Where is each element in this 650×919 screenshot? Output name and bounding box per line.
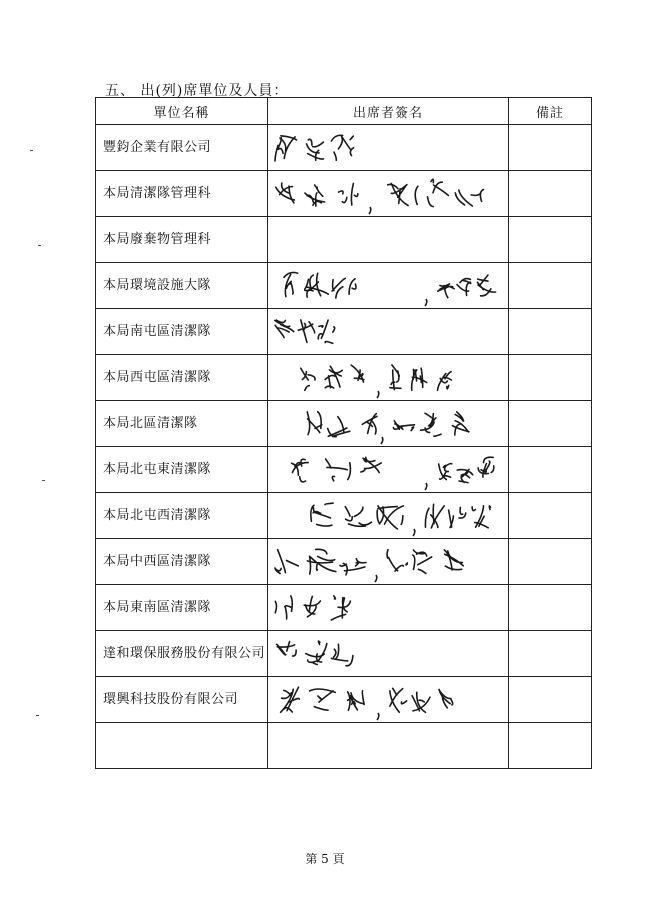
handwritten-signature — [301, 365, 364, 390]
remarks-cell — [509, 631, 592, 677]
handwritten-signature — [387, 550, 463, 574]
signature-image — [268, 585, 509, 631]
signature-image — [268, 217, 509, 263]
signature-image — [268, 401, 509, 447]
unit-name-cell: 本局北屯東清潔隊 — [96, 447, 268, 493]
remarks-cell — [509, 125, 592, 171]
scan-speck — [36, 715, 39, 716]
signature-cell — [268, 263, 509, 309]
remarks-cell — [509, 723, 592, 769]
table-row — [96, 263, 592, 309]
signature-image — [268, 171, 509, 217]
remarks-cell — [509, 217, 592, 263]
remarks-cell — [509, 677, 592, 723]
handwritten-signature — [276, 183, 358, 206]
signature-separator — [413, 529, 415, 536]
scan-speck — [30, 150, 33, 151]
section-heading: 五、 出(列)席單位及人員： — [105, 83, 289, 99]
handwritten-signature — [275, 549, 366, 575]
signature-cell — [268, 217, 509, 263]
signature-separator — [377, 391, 379, 398]
table-header-row — [96, 98, 592, 125]
handwritten-signature — [281, 687, 365, 712]
table-row — [96, 309, 592, 355]
signature-image — [268, 723, 509, 769]
signature-cell — [268, 677, 509, 723]
table-row — [96, 447, 592, 493]
handwritten-signature — [390, 688, 453, 712]
handwritten-signature — [275, 135, 354, 161]
signature-image — [268, 631, 509, 677]
unit-name-cell: 本局東南區清潔隊 — [96, 585, 268, 631]
table-row — [96, 585, 592, 631]
column-header-remarks: 備註 — [509, 98, 592, 125]
column-header-signature: 出席者簽名 — [268, 98, 509, 125]
unit-name-cell: 本局南屯區清潔隊 — [96, 309, 268, 355]
signature-cell — [268, 171, 509, 217]
signature-image — [268, 125, 509, 171]
handwritten-signature — [425, 504, 490, 528]
remarks-cell — [509, 355, 592, 401]
table-row — [96, 125, 592, 171]
signature-cell — [268, 723, 509, 769]
handwritten-signature — [307, 412, 377, 437]
table-row — [96, 217, 592, 263]
handwritten-signature — [388, 179, 484, 206]
signature-separator — [381, 437, 383, 444]
signature-cell — [268, 493, 509, 539]
signature-separator — [377, 713, 379, 720]
table-row — [96, 631, 592, 677]
signature-cell — [268, 631, 509, 677]
handwritten-signature — [390, 365, 452, 390]
table-row — [96, 493, 592, 539]
table-row — [96, 539, 592, 585]
signature-cell — [268, 125, 509, 171]
remarks-cell — [509, 585, 592, 631]
unit-name-cell: 本局廢棄物管理科 — [96, 217, 268, 263]
table-row — [96, 401, 592, 447]
signature-image — [268, 539, 509, 585]
remarks-cell — [509, 401, 592, 447]
remarks-cell — [509, 309, 592, 355]
signature-cell — [268, 585, 509, 631]
signature-image — [268, 355, 509, 401]
handwritten-signature — [284, 272, 356, 298]
signature-cell — [268, 355, 509, 401]
signature-separator — [375, 575, 377, 582]
signature-image — [268, 309, 509, 355]
scan-speck — [42, 480, 45, 481]
handwritten-signature — [311, 503, 403, 529]
handwritten-signature — [439, 457, 494, 482]
signature-cell — [268, 309, 509, 355]
unit-name-cell: 本局環境設施大隊 — [96, 263, 268, 309]
signature-image — [268, 263, 509, 309]
signature-separator — [369, 207, 371, 214]
table-row — [96, 677, 592, 723]
handwritten-signature — [275, 596, 350, 620]
unit-name-cell: 環興科技股份有限公司 — [96, 677, 268, 723]
signature-separator — [425, 483, 427, 490]
handwritten-signature — [276, 641, 353, 666]
unit-name-cell: 本局北屯西清潔隊 — [96, 493, 268, 539]
handwritten-signature — [393, 412, 469, 436]
table-row — [96, 355, 592, 401]
remarks-cell — [509, 447, 592, 493]
table-row — [96, 171, 592, 217]
handwritten-signature — [275, 320, 335, 344]
remarks-cell — [509, 263, 592, 309]
table-row — [96, 723, 592, 769]
remarks-cell — [509, 171, 592, 217]
scan-speck — [38, 245, 41, 246]
signature-separator — [425, 299, 427, 306]
unit-name-cell: 豐鈞企業有限公司 — [96, 125, 268, 171]
handwritten-signature — [438, 275, 496, 298]
signature-image — [268, 447, 509, 493]
unit-name-cell — [96, 723, 268, 769]
remarks-cell — [509, 493, 592, 539]
page-number: 第 5 頁 — [305, 852, 345, 866]
unit-name-cell: 本局中西區清潔隊 — [96, 539, 268, 585]
unit-name-cell: 本局北區清潔隊 — [96, 401, 268, 447]
signature-image — [268, 493, 509, 539]
signature-cell — [268, 539, 509, 585]
signature-image — [268, 677, 509, 723]
signature-cell — [268, 401, 509, 447]
handwritten-signature — [292, 457, 382, 482]
unit-name-cell: 本局清潔隊管理科 — [96, 171, 268, 217]
unit-name-cell: 達和環保服務股份有限公司 — [96, 631, 268, 677]
signature-cell — [268, 447, 509, 493]
unit-name-cell: 本局西屯區清潔隊 — [96, 355, 268, 401]
remarks-cell — [509, 539, 592, 585]
attendance-table — [95, 97, 592, 769]
column-header-unit: 單位名稱 — [96, 98, 268, 125]
